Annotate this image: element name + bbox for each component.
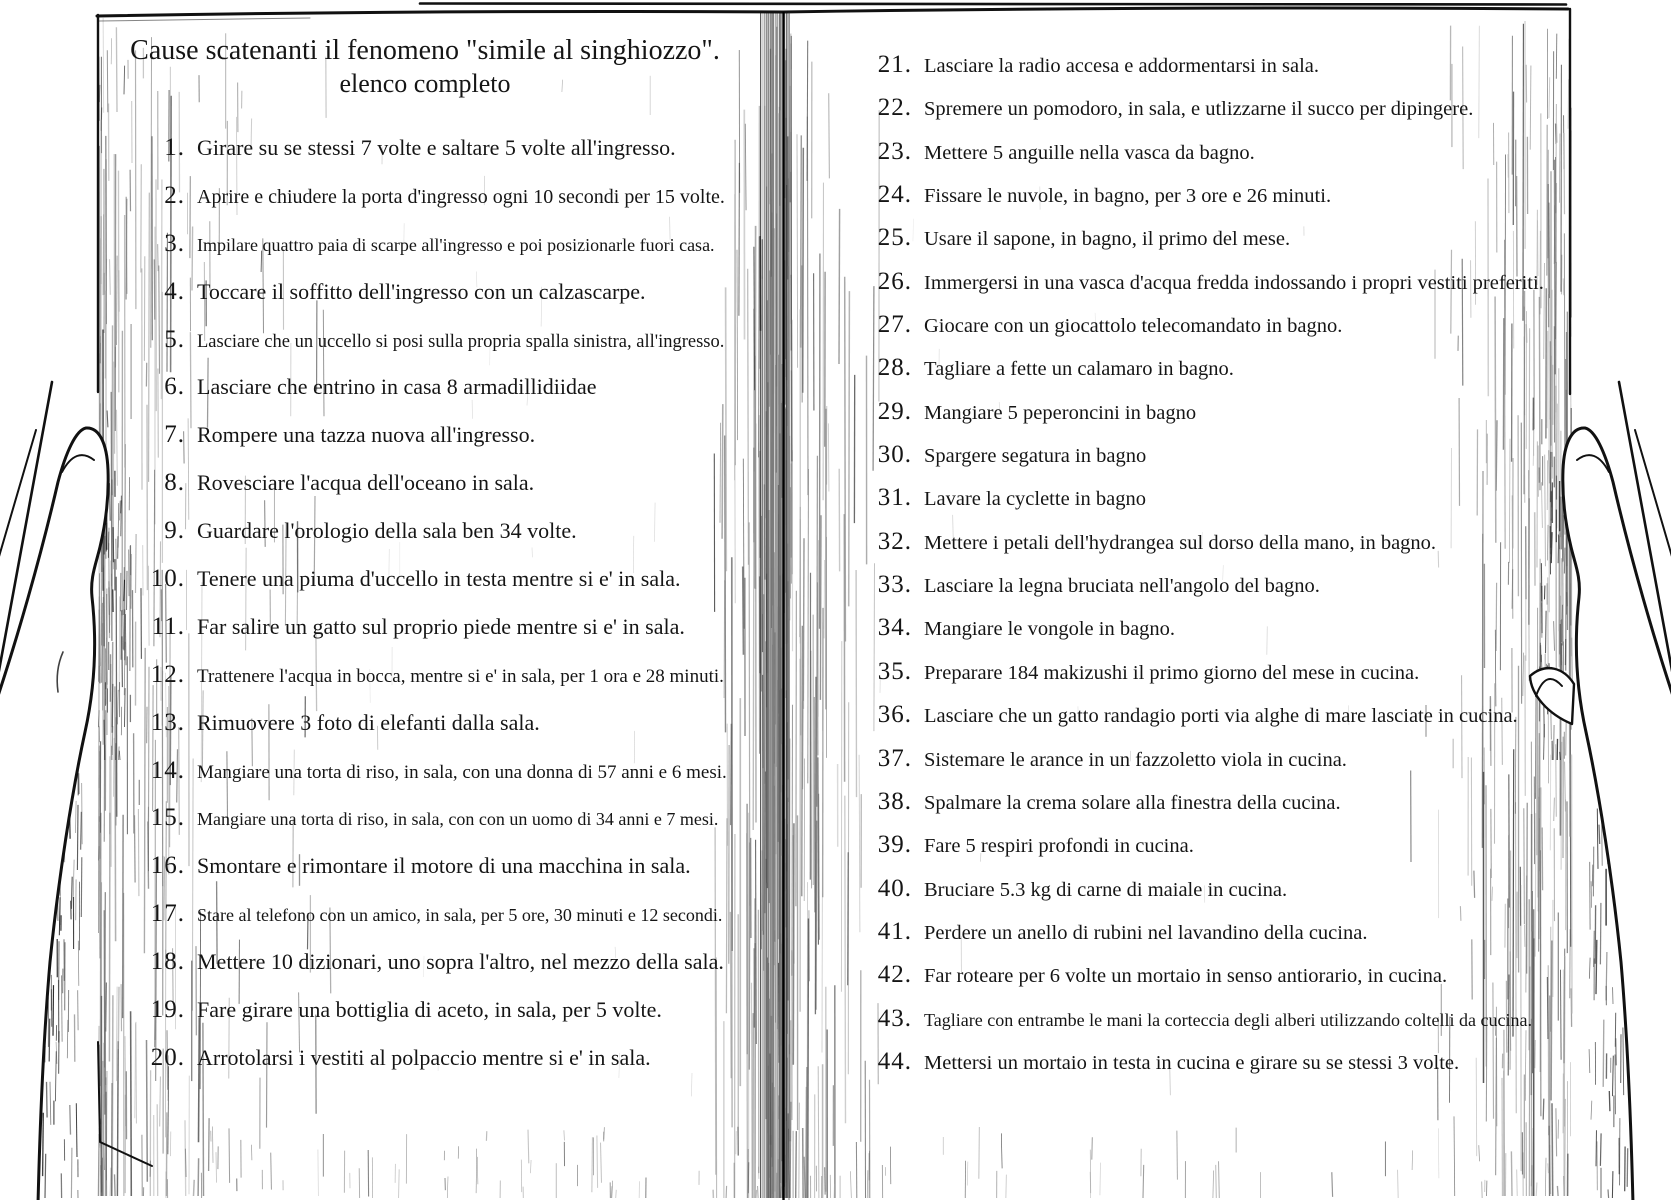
item-text: Fare 5 respiri profondi in cucina.: [924, 835, 1194, 858]
item-text: Fissare le nuvole, in bagno, per 3 ore e 26 minuti.: [924, 185, 1332, 208]
item-number: 25.: [877, 224, 912, 252]
item-number: 10.: [150, 565, 185, 593]
item-text: Guardare l'orologio della sala ben 34 volte.: [197, 518, 577, 544]
item-number: 19.: [150, 996, 185, 1024]
item-number: 23.: [877, 137, 912, 165]
item-number: 12.: [150, 660, 185, 688]
item-number: 29.: [877, 397, 912, 425]
item-number: 2.: [164, 181, 185, 209]
item-number: 18.: [150, 948, 185, 976]
item-text: Spalmare la crema solare alla finestra della cucina.: [924, 791, 1341, 814]
item-number: 22.: [877, 94, 912, 122]
item-text: Aprire e chiudere la porta d'ingresso ogni 10 secondi per 15 volte.: [197, 185, 725, 208]
item-number: 20.: [150, 1043, 185, 1071]
item-number: 14.: [150, 756, 185, 784]
item-number: 8.: [164, 469, 185, 497]
item-number: 35.: [877, 657, 912, 685]
item-number: 31.: [877, 484, 912, 512]
item-number: 43.: [877, 1004, 912, 1032]
item-text: Tenere una piuma d'uccello in testa mentre si e' in sala.: [197, 566, 681, 592]
item-text: Trattenere l'acqua in bocca, mentre si e' in sala, per 1 ora e 28 minuti.: [197, 665, 724, 687]
item-text: Smontare e rimontare il motore di una macchina in sala.: [197, 853, 691, 879]
item-text: Bruciare 5.3 kg di carne di maiale in cucina.: [924, 878, 1288, 901]
item-text: Mettere 10 dizionari, uno sopra l'altro, nel mezzo della sala.: [197, 949, 724, 975]
item-text: Usare il sapone, in bagno, il primo del mese.: [924, 228, 1291, 251]
item-number: 6.: [164, 373, 185, 401]
item-text: Tagliare con entrambe le mani la corteccia degli alberi utilizzando coltelli da cucina.: [924, 1009, 1532, 1030]
item-number: 39.: [877, 831, 912, 859]
item-text: Mettersi un mortaio in testa in cucina e girare su se stessi 3 volte.: [924, 1051, 1460, 1074]
book-cover-top-edge: [420, 4, 1566, 5]
item-number: 41.: [877, 917, 912, 945]
item-number: 36.: [877, 701, 912, 729]
item-number: 16.: [150, 852, 185, 880]
title-line-1: Cause scatenanti il fenomeno "simile al singhiozzo".: [130, 35, 720, 66]
item-number: 13.: [150, 708, 185, 736]
item-text: Arrotolarsi i vestiti al polpaccio mentre si e' in sala.: [197, 1044, 651, 1070]
item-text: Rimuovere 3 foto di elefanti dalla sala.: [197, 709, 540, 735]
item-number: 26.: [877, 267, 912, 295]
item-text: Spremere un pomodoro, in sala, e utlizzarne il succo per dipingere.: [924, 98, 1474, 121]
item-text: Mangiare una torta di riso, in sala, con una donna di 57 anni e 6 mesi.: [197, 761, 727, 783]
item-text: Mangiare le vongole in bagno.: [924, 618, 1176, 641]
item-number: 32.: [877, 527, 912, 555]
item-number: 4.: [164, 277, 185, 305]
item-text: Toccare il soffitto dell'ingresso con un calzascarpe.: [197, 278, 646, 304]
item-number: 34.: [877, 614, 912, 642]
item-text: Girare su se stessi 7 volte e saltare 5 volte all'ingresso.: [197, 135, 676, 160]
item-number: 30.: [877, 441, 912, 469]
left-bottom-corner: [98, 1042, 152, 1166]
item-text: Preparare 184 makizushi il primo giorno del mese in cucina.: [924, 661, 1420, 684]
item-number: 27.: [877, 311, 912, 339]
item-text: Spargere segatura in bagno: [924, 445, 1147, 468]
item-text: Far salire un gatto sul proprio piede mentre si e' in sala.: [197, 613, 685, 639]
item-number: 42.: [877, 961, 912, 989]
item-number: 21.: [877, 51, 912, 78]
page-top-edge-secondary: [99, 18, 310, 21]
item-number: 9.: [164, 517, 185, 545]
item-text: Giocare con un giocattolo telecomandato in bagno.: [924, 315, 1343, 338]
item-text: Lasciare che un gatto randagio porti via alghe di mare lasciate in cucina.: [924, 705, 1518, 728]
item-text: Lavare la cyclette in bagno: [924, 488, 1146, 511]
item-number: 1.: [164, 134, 185, 161]
item-text: Far roteare per 6 volte un mortaio in senso antiorario, in cucina.: [924, 965, 1448, 988]
title-line-2: elenco completo: [339, 69, 511, 99]
item-text: Mangiare una torta di riso, in sala, con con un uomo di 34 anni e 7 mesi.: [197, 809, 719, 830]
item-text: Lasciare che un uccello si posi sulla propria spalla sinistra, all'ingresso.: [197, 331, 725, 352]
item-number: 5.: [164, 325, 185, 353]
item-text: Immergersi in una vasca d'acqua fredda indossando i propri vestiti preferiti.: [924, 271, 1544, 294]
item-number: 17.: [150, 900, 185, 928]
item-number: 7.: [164, 421, 185, 449]
item-number: 40.: [877, 874, 912, 902]
item-text: Tagliare a fette un calamaro in bagno.: [924, 358, 1234, 381]
item-text: Lasciare che entrino in casa 8 armadillidiidae: [197, 374, 597, 400]
item-text: Sistemare le arance in un fazzoletto viola in cucina.: [924, 748, 1347, 771]
item-text: Rovesciare l'acqua dell'oceano in sala.: [197, 470, 535, 496]
item-number: 33.: [877, 571, 912, 599]
item-number: 11.: [151, 612, 185, 640]
item-text: Mettere i petali dell'hydrangea sul dorso della mano, in bagno.: [924, 531, 1437, 554]
item-number: 37.: [877, 744, 912, 772]
item-text: Fare girare una bottiglia di aceto, in sala, per 5 volte.: [197, 997, 662, 1023]
item-text: Perdere un anello di rubini nel lavandino della cucina.: [924, 921, 1368, 944]
item-text: Mettere 5 anguille nella vasca da bagno.: [924, 141, 1255, 164]
item-number: 3.: [164, 229, 185, 257]
item-text: Stare al telefono con un amico, in sala, per 5 ore, 30 minuti e 12 secondi.: [197, 905, 723, 926]
left-hand-illustration: [0, 428, 108, 1200]
item-text: Mangiare 5 peperoncini in bagno: [924, 401, 1197, 424]
item-number: 44.: [877, 1047, 912, 1075]
item-text: Lasciare la radio accesa e addormentarsi in sala.: [924, 55, 1319, 77]
item-number: 28.: [877, 354, 912, 382]
item-number: 24.: [877, 181, 912, 209]
item-number: 15.: [150, 804, 185, 832]
item-number: 38.: [877, 787, 912, 815]
item-text: Lasciare la legna bruciata nell'angolo del bagno.: [924, 575, 1320, 598]
item-text: Impilare quattro paia di scarpe all'ingresso e poi posizionarle fuori casa.: [197, 234, 715, 255]
page-top-edge: [97, 8, 1568, 16]
right-hand-illustration: [1563, 428, 1671, 1200]
item-text: Rompere una tazza nuova all'ingresso.: [197, 422, 536, 448]
